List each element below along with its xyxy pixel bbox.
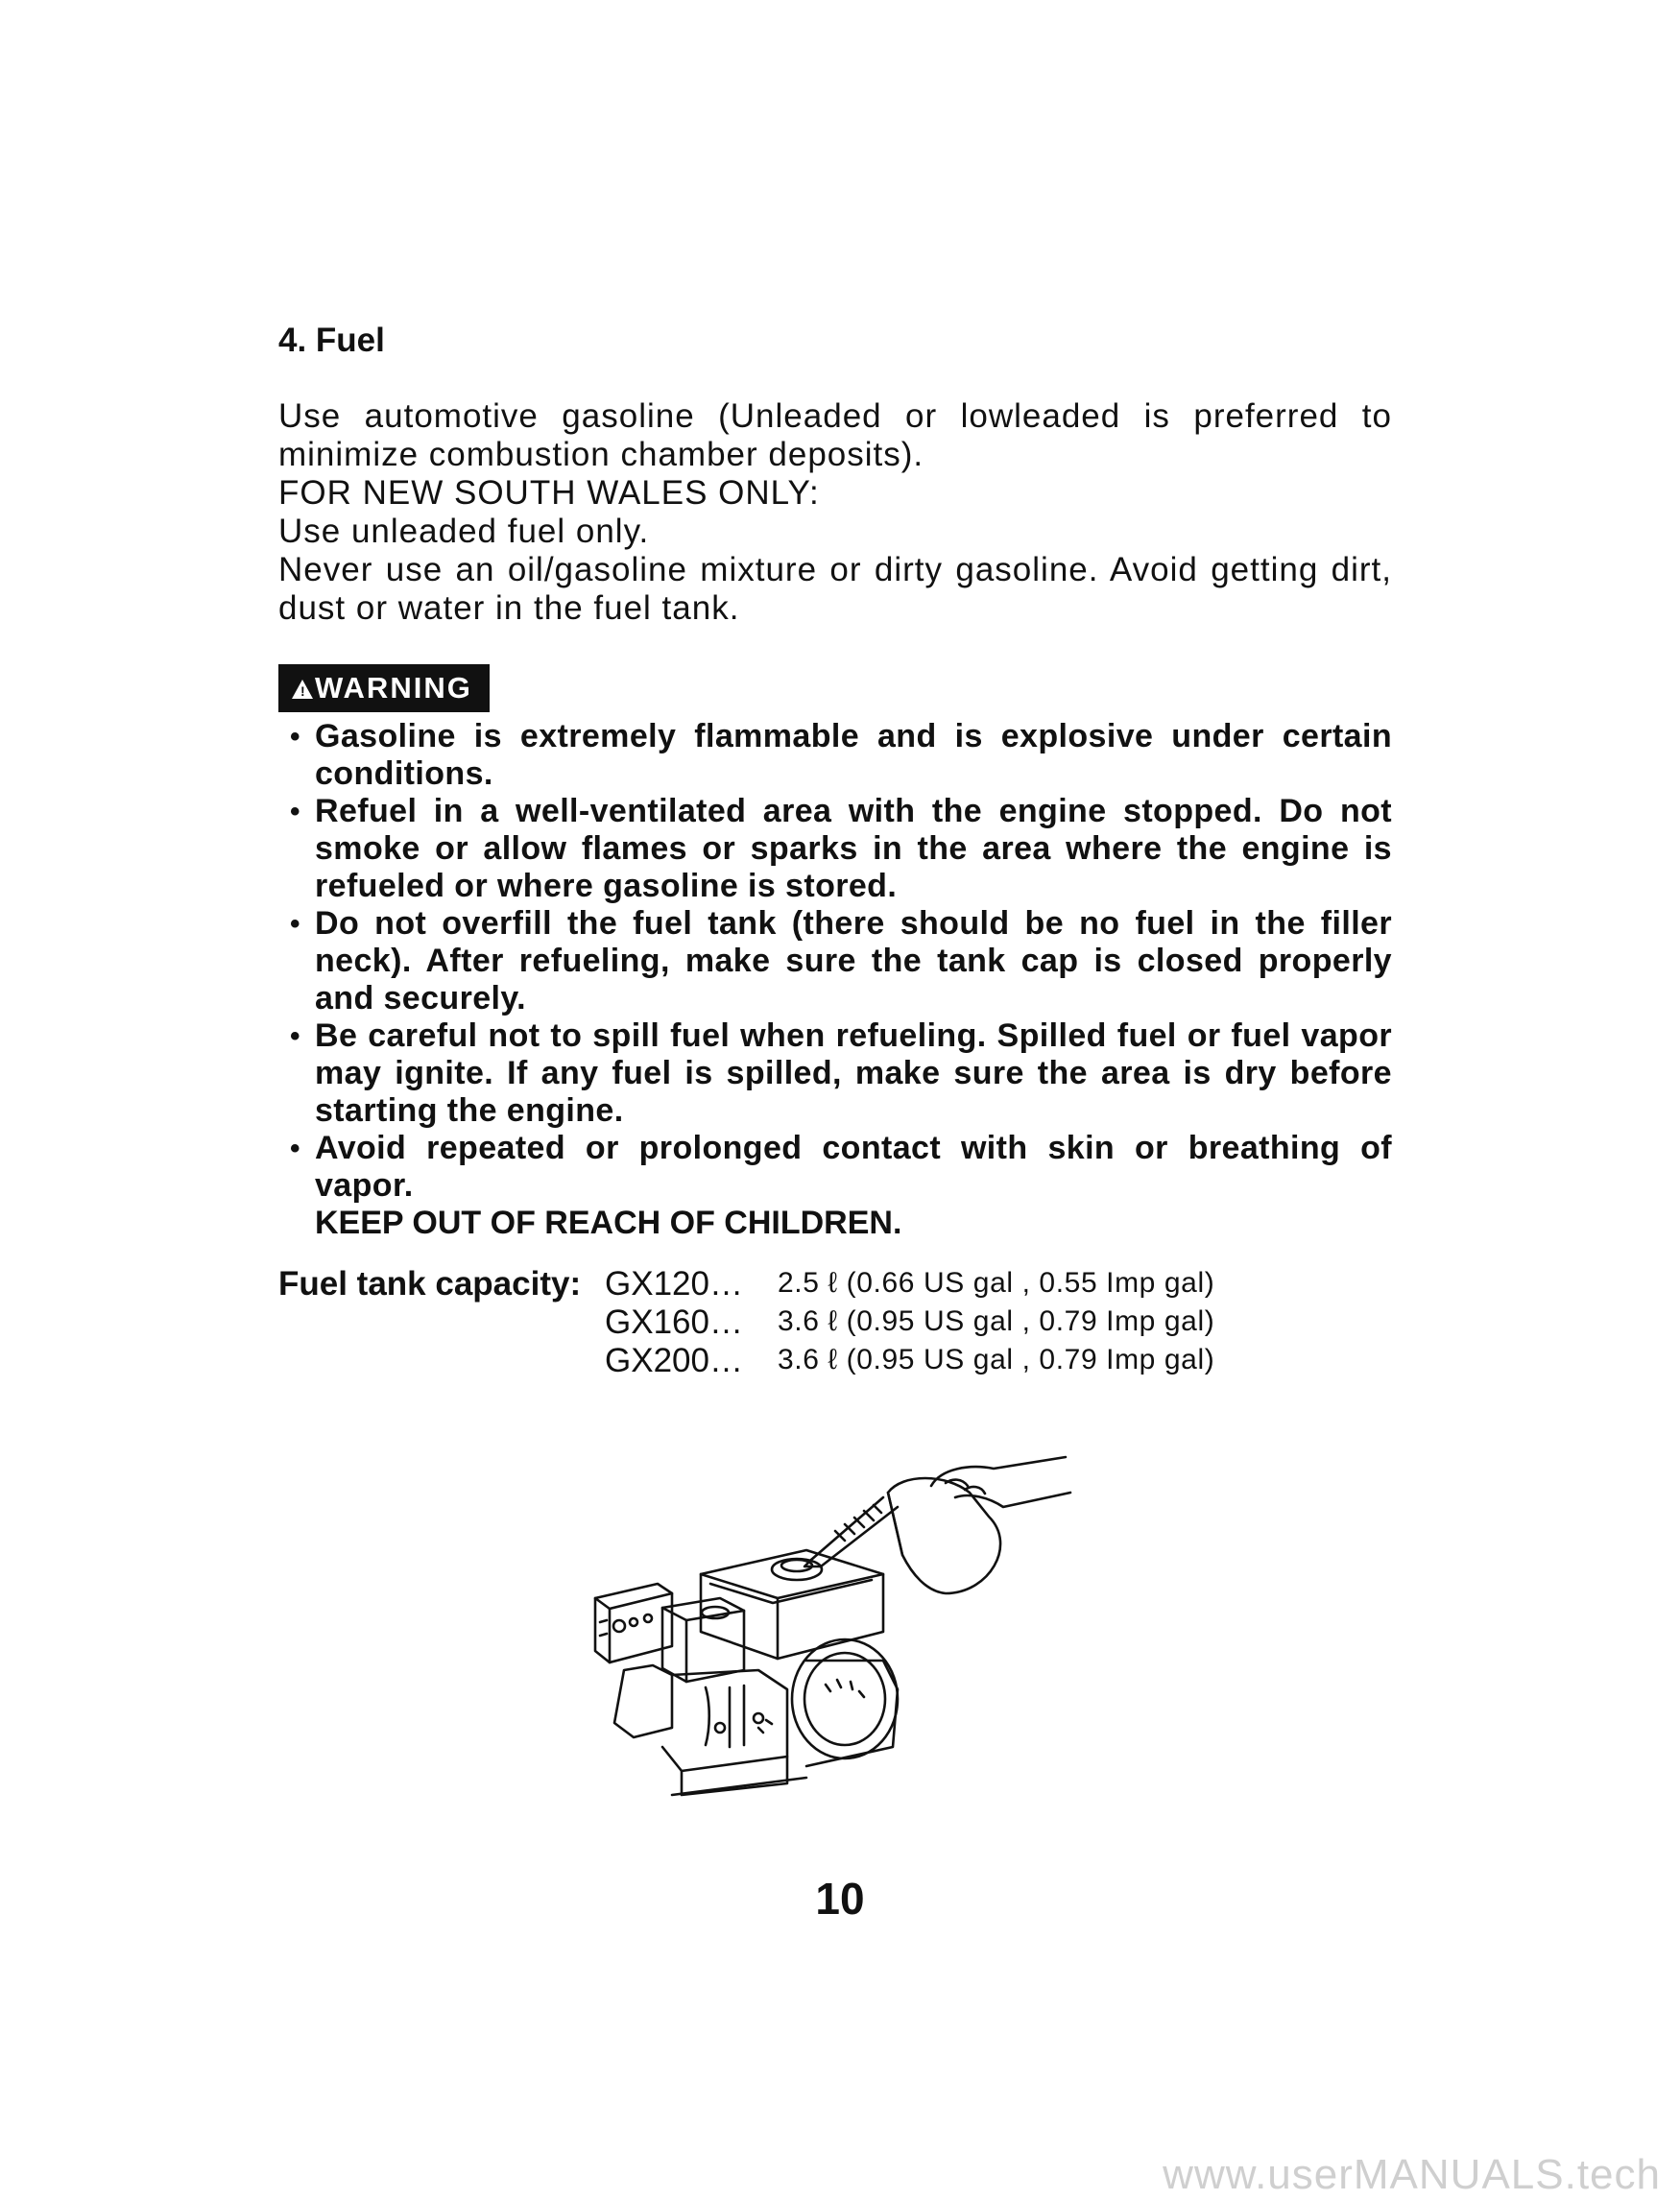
intro-nsw-heading: FOR NEW SOUTH WALES ONLY:: [278, 474, 820, 512]
bullet-icon: •: [290, 721, 300, 753]
capacity-model: GX120…: [605, 1265, 743, 1303]
capacity-model: GX200…: [605, 1342, 743, 1379]
warning-item: [278, 718, 1392, 793]
warning-item: [278, 1017, 1392, 1130]
bullet-icon: •: [290, 1133, 300, 1164]
capacity-value: 2.5 ℓ (0.66 US gal , 0.55 Imp gal): [778, 1267, 1215, 1299]
muffler-drawing: [595, 1584, 672, 1662]
capacity-model: GX160…: [605, 1303, 743, 1341]
section-heading: 4. Fuel: [278, 322, 385, 359]
fuel-section: [278, 321, 1392, 1242]
warning-item-text: Be careful not to spill fuel when refueling. Spilled fuel or fuel vapor may ignite. If any fuel is spilled, make sure the area is dry before starting the engine.: [315, 1017, 1392, 1129]
warning-item-text: Avoid repeated or prolonged contact with skin or breathing of vapor.: [315, 1130, 1392, 1204]
intro-paragraph-mixture: Never use an oil/gasoline mixture or dirty gasoline. Avoid getting dirt, dust or water in the fuel tank.: [278, 551, 1392, 627]
page-number: 10: [815, 1874, 865, 1924]
capacity-value: 3.6 ℓ (0.95 US gal , 0.79 Imp gal): [778, 1344, 1215, 1375]
air-cleaner-drawing: [662, 1598, 744, 1682]
engine-block-drawing: [614, 1665, 806, 1795]
capacity-row: [605, 1342, 1214, 1380]
capacity-label: Fuel tank capacity:: [278, 1265, 582, 1303]
warning-item: [278, 1130, 1392, 1205]
warning-label: WARNING: [315, 671, 472, 705]
recoil-starter-drawing: [792, 1639, 898, 1766]
capacity-row: [605, 1265, 1214, 1303]
warning-item: [278, 793, 1392, 905]
capacity-row: [605, 1303, 1214, 1342]
fuel-tank-drawing: [701, 1550, 883, 1659]
bullet-icon: •: [290, 796, 300, 827]
intro-unleaded-note: Use unleaded fuel only.: [278, 513, 650, 550]
warning-triangle-icon: !: [292, 680, 313, 699]
warning-list: [278, 718, 1392, 1205]
capacity-value: 3.6 ℓ (0.95 US gal , 0.79 Imp gal): [778, 1305, 1215, 1337]
warning-item-text: Do not overfill the fuel tank (there should be no fuel in the filler neck). After refueling, make sure the tank cap is closed properly and securely.: [315, 905, 1392, 1016]
intro-paragraph-gasoline: Use automotive gasoline (Unleaded or lowleaded is preferred to minimize combustion chamber deposits).: [278, 397, 1392, 473]
warning-item-text: Refuel in a well-ventilated area with the engine stopped. Do not smoke or allow flames or sparks in the area where the engine is refueled or where gasoline is stored.: [315, 793, 1392, 904]
keep-out-notice: KEEP OUT OF REACH OF CHILDREN.: [315, 1205, 902, 1241]
intro-text: [278, 397, 1392, 628]
warning-item-text: Gasoline is extremely flammable and is explosive under certain conditions.: [315, 718, 1392, 792]
warning-item: [278, 905, 1392, 1017]
bullet-icon: •: [290, 1020, 300, 1052]
warning-badge: [278, 664, 490, 712]
refueling-engine-illustration: [566, 1440, 1085, 1843]
bullet-icon: •: [290, 908, 300, 940]
site-watermark: www.userMANUALS.tech: [1163, 2151, 1661, 2198]
